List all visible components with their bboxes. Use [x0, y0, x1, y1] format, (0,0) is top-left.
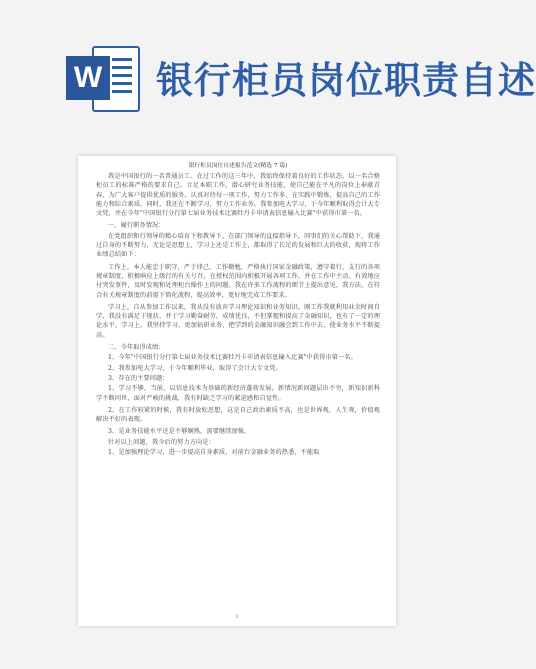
list-item-achievement-2: 2、我参加电大学习，于今年顺利毕业，取得了会计大专文凭。: [108, 364, 282, 372]
banner-title: 银行柜员岗位职责自述: [156, 60, 536, 101]
paragraph-intro: 我是中国银行的一名普通员工。在过工作的这三年中，我始终保持着良好的工作状态，以一名合格柜员工的标准严格的要求自己。立足本职工作，潜心研究业务技能，使自己能在平凡的岗位上奉献青春，为广大客户提供优质的服务。认真对待每一项工作，努力工作多，在实践中锻炼，提高自己的工作能力和综合素质。同时，我还在不断学习，努力工作业务。我参加电大学习，于今年顺利取得会计大专文凭，并在今年"中国银行分行第七届业务技术比赛牡丹卡申请表信息输入比赛"中获得市第一名。: [96, 173, 380, 218]
page-number: 1: [235, 614, 239, 620]
paragraph-direction: 针对以上问题，我今后的努力方向是：: [108, 438, 215, 446]
section-heading-achievements: 二、今年取得成绩：: [108, 344, 165, 352]
section-heading-duties: 一、履行职务情况：: [108, 222, 165, 230]
paragraph-study: 学习上，自从参加工作以来，我从没有放弃学习理论知识和业务知识。刚工作我就利用业余时间自学，我没有满足于现状，并于学习勤奋耐劳，成绩优良，不但掌握和提高了金融知识，也有了一定的理论水平。学习上，我坚持学习，更加钻研业务，把学到的金融知识融会到工作中去，使业务水平不断提高。: [96, 303, 380, 339]
banner: [0, 0, 536, 120]
list-item-achievement-1: 1、今年"中国银行分行第七届业务技术比赛牡丹卡申请表信息输入比赛"中获得市第一名。: [108, 354, 357, 362]
document-page: [78, 156, 396, 626]
word-letter-tile: W: [66, 56, 110, 100]
list-item-problem-3: 3、是业务技能水平还是不够娴熟，需要继续加强。: [108, 428, 251, 436]
paragraph-work: 工作上，本人能忠于职守，严于律己，工作勤勉，严格执行国家金融政策，遵守着行，支行的各项规章制度，积极响应上级行的有关号召，在授权范围内积极开展各项工作，并在工作中主动。有效地应付突发事件，及时发现和处理柜台操作上的问题。我在许多工作流程的细节上提出意见，我方法，在符合有关规章制度的前提下简化流程，提高效率，更好地完成工作要求。: [96, 263, 380, 299]
word-icon: [66, 46, 138, 112]
list-item-problem-1: 1、学习不够，当前，以信息技术为基础的新经济蓬勃发展，新情况新问题层出不穷，新知识新科学不断问世，面对严峻的挑战，我有时缺乏学习的紧迫感和自觉性。: [96, 385, 380, 402]
document-title: 银行柜员岗位自述报告范文(精选 7 篇): [188, 163, 288, 169]
paragraph-duties: 在党组织和行领导的精心培育下和教导下，在部门领导的直接指导下，同事们的关心帮助下，我通过自身的不断努力，无论是思想上，学习上还是工作上，都取得了长足的发展和巨大的收获，现将工作业绩总结如下：: [96, 232, 380, 259]
list-item-problem-2: 2、在工作较紧的时候，我有时放松思想，这是自己政治素质不高，也是世界观，人生观，价值观解决不好的表现。: [96, 406, 380, 424]
section-heading-problems: 3、存在的主要问题：: [108, 374, 169, 382]
list-item-direction-1: 1、是加强理论学习，进一步提高自身素质，对前台金融业务的热悉，不能取: [108, 449, 320, 457]
